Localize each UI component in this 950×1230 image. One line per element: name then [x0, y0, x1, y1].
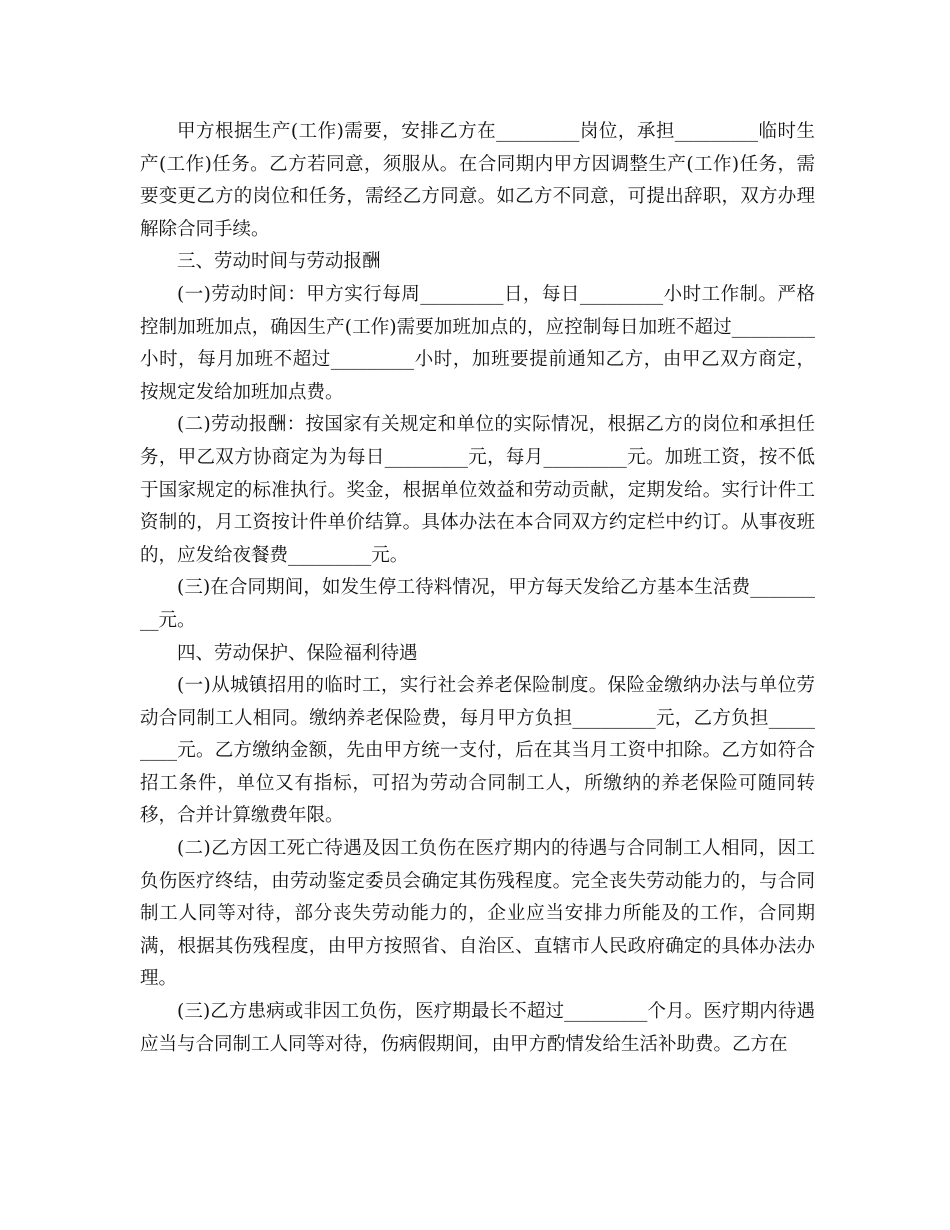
section-heading-labor-protection: 四、劳动保护、保险福利待遇 [177, 642, 418, 664]
document-body [140, 116, 815, 1061]
paragraph-pension-insurance: (一)从城镇招用的临时工，实行社会养老保险制度。保险金缴纳办法与单位劳动合同制工人相同。缴纳养老保险费，每月甲方负担_________元，乙方负担_________元。乙方缴纳金额，先由甲方统一支付，后在其当月工资中扣除。乙方如符合招工条件，单位又有指标，可招为劳动合同制工人，所缴纳的养老保险可随同转移，合并计算缴费年限。 [140, 675, 815, 827]
paragraph-remuneration: (二)劳动报酬：按国家有关规定和单位的实际情况，根据乙方的岗位和承担任务，甲乙双方协商定为为每日_________元，每月_________元。加班工资，按不低于国家规定的标准执行。奖金，根据单位效益和劳动贡献，定期发给。实行计件工资制的，月工资按计件单价结算。具体办法在本合同双方约定栏中约订。从事夜班的，应发给夜餐费_________元。 [140, 414, 815, 566]
paragraph-work-stoppage: (三)在合同期间，如发生停工待料情况，甲方每天发给乙方基本生活费_________元。 [140, 577, 815, 631]
paragraph-working-hours: (一)劳动时间：甲方实行每周_________日，每日_________小时工作制。严格控制加班加点，确因生产(工作)需要加班加点的，应控制每日加班不超过_________小时，每月加班不超过_________小时，加班要提前通知乙方，由甲乙双方商定，按规定发给加班加点费。 [140, 283, 815, 403]
paragraph-sick-leave: (三)乙方患病或非因工负伤，医疗期最长不超过_________个月。医疗期内待遇应当与合同制工人同等对待，伤病假期间，由甲方酌情发给生活补助费。乙方在 [140, 1001, 815, 1055]
paragraph-job-assignment: 甲方根据生产(工作)需要，安排乙方在_________岗位，承担_________临时生产(工作)任务。乙方若同意，须服从。在合同期内甲方因调整生产(工作)任务，需要变更乙方的岗位和任务，需经乙方同意。如乙方不同意，可提出辞职，双方办理解除合同手续。 [140, 121, 815, 240]
section-heading-working-hours-pay: 三、劳动时间与劳动报酬 [177, 251, 381, 273]
paragraph-work-injury: (二)乙方因工死亡待遇及因工负伤在医疗期内的待遇与合同制工人相同，因工负伤医疗终结，由劳动鉴定委员会确定其伤残程度。完全丧失劳动能力的，与合同制工人同等对待，部分丧失劳动能力的，企业应当安排力所能及的工作，合同期满，根据其伤残程度，由甲方按照省、自治区、直辖市人民政府确定的具体办法办理。 [140, 838, 815, 990]
